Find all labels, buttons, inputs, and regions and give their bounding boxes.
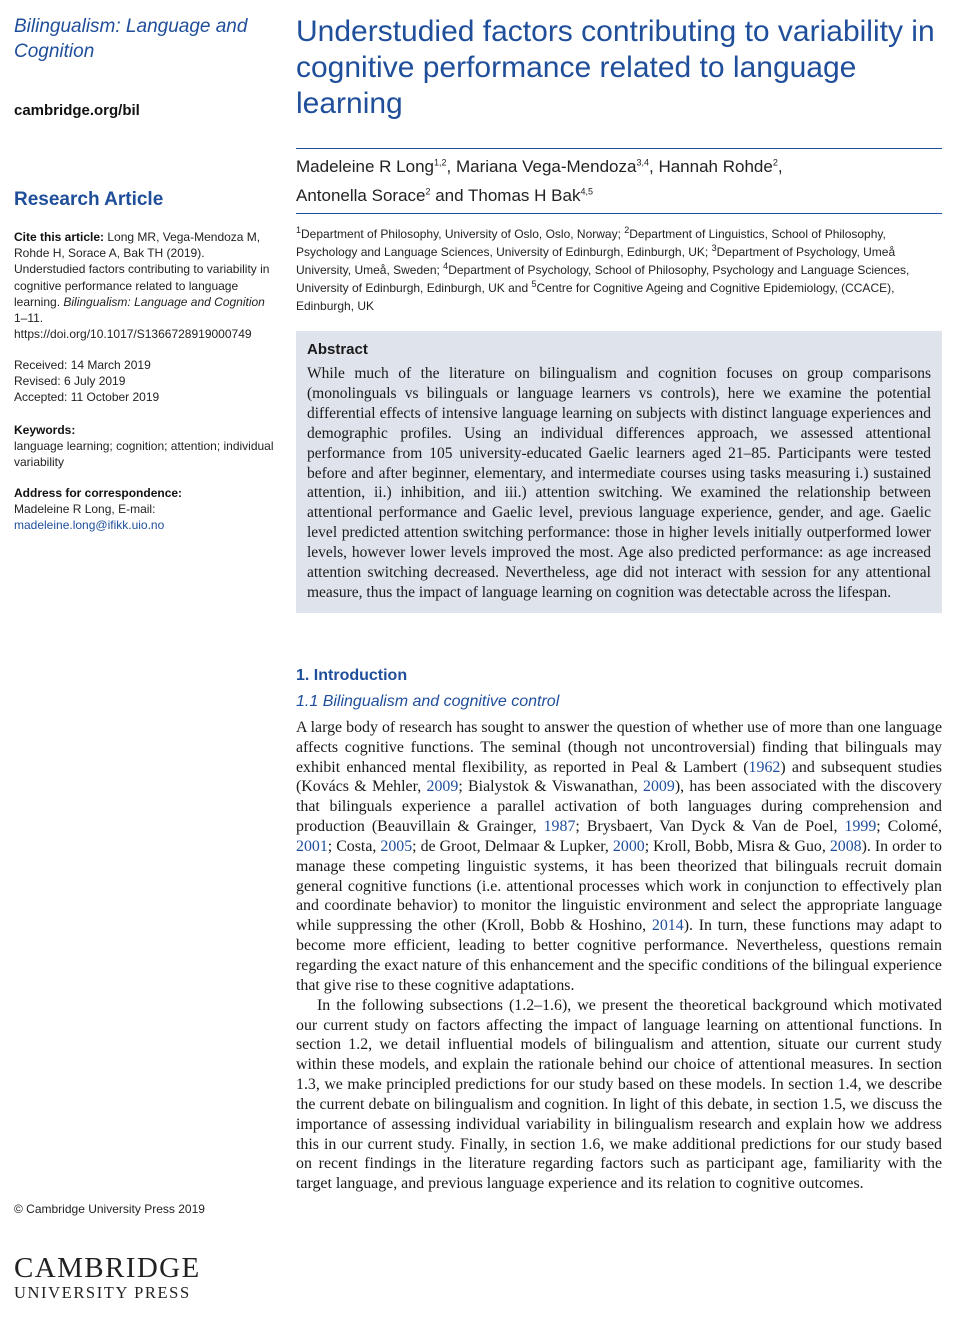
abstract-heading: Abstract	[307, 341, 368, 358]
paragraph-text: ; Bialystok & Viswanathan,	[458, 778, 644, 796]
article-type: Research Article	[14, 189, 164, 210]
accepted-date: Accepted: 11 October 2019	[14, 390, 160, 405]
article-title: Understudied factors contributing to variability in cognitive performance related to language learning	[296, 15, 935, 120]
citation-year-link[interactable]: 2005	[380, 837, 413, 855]
logo-line-1: CAMBRIDGE	[14, 1252, 201, 1284]
citation-year-link[interactable]: 2000	[612, 837, 645, 855]
revised-date: Revised: 6 July 2019	[14, 374, 126, 389]
dates-block	[14, 357, 159, 406]
citation-year-link[interactable]: 2009	[643, 778, 675, 796]
paragraph-1	[296, 718, 942, 996]
affiliation-text: Centre for Cognitive Ageing and Cognitive Epidemiology, (CCACE), Edinburgh, UK	[296, 281, 895, 313]
paragraph-text: ; Brysbaert, Van Dyck & Van de Poel,	[575, 818, 845, 836]
author-name: Hannah Rohde	[658, 157, 773, 176]
affiliations	[296, 225, 942, 315]
cite-text: Long MR, Vega-Mendoza M, Rohde H, Sorace A, Bak TH (2019). Understudied factors contributing to variability in cognitive performance related to language learning.	[14, 230, 270, 309]
affiliation-text: Department of Philosophy, University of Oslo, Oslo, Norway;	[301, 227, 625, 241]
sidebar	[14, 14, 276, 1302]
author-affiliation-marker: 4,5	[580, 186, 593, 197]
citation-year-link[interactable]: 2001	[296, 837, 328, 855]
subsection-heading: 1.1 Bilingualism and cognitive control	[296, 692, 560, 710]
citation-year-link[interactable]: 2009	[426, 778, 459, 796]
author-affiliation-marker: 2	[425, 186, 431, 197]
correspondence-block	[14, 485, 276, 534]
affiliation-text: Department of Psychology, School of Philosophy, Psychology and Language Sciences, University of Edinburgh, Edinburgh, UK and	[296, 263, 910, 295]
email-link[interactable]: madeleine.long@ifikk.uio.no	[14, 518, 165, 533]
author-name: Mariana Vega-Mendoza	[455, 157, 637, 176]
author-name: Antonella Sorace	[296, 186, 426, 205]
paragraph-text: ; de Groot, Delmaar & Lupker,	[412, 837, 613, 855]
cite-doi: 1–11. https://doi.org/10.1017/S1366728919000749	[14, 311, 252, 342]
paragraph-2: In the following subsections (1.2–1.6), we present the theoretical background which motivated our current study on factors affecting the impact of language learning on attentional functions. In section 1.2, we detail influential models of bilingualism and attention, situate our current study within these models, and explain the rationale behind our choice of attentional measures. In section 1.3, we make principled predictions for our study based on these models. In section 1.4, we describe the current debate on bilingualism and cognition. In light of this debate, in section 1.5, we discuss the importance of assessing individual variability in bilingualism research and explain how we address this in our current study. Finally, in section 1.6, we make additional predictions for our study based on recent findings in the literature regarding factors such as participant age, familiarity with the target language, and previous language experience and its relation to cognitive outcomes.	[296, 996, 942, 1193]
cambridge-logo	[14, 1252, 201, 1302]
affiliation-marker: 1	[296, 225, 302, 235]
copyright: © Cambridge University Press 2019	[14, 1202, 205, 1216]
affiliation-text: Department of Linguistics, School of Philosophy, Psychology and Language Sciences, University of Edinburgh, Edinburgh, UK;	[296, 227, 886, 259]
author-affiliation-marker: 1,2	[433, 157, 447, 168]
paragraph-text: ). In order to manage these competing linguistic systems, it has been theorized that bilinguals recruit domain general cognitive functions (i.e. attentional processes which work in conjunction to effectively plan and coordinate behavior) to monitor the linguistic environment and select the appropriate language while suppressing the other (Kroll, Bobb & Hoshino,	[296, 837, 943, 935]
citation-block	[14, 229, 276, 342]
paragraph-text: ) and subsequent studies (Kovács & Mehler,	[296, 758, 942, 796]
address-text: Madeleine R Long, E-mail:	[14, 502, 156, 517]
author-name: Thomas H Bak	[468, 186, 581, 205]
author-rule	[296, 213, 942, 214]
citation-year-link[interactable]: 1962	[748, 758, 781, 776]
section-heading: 1. Introduction	[296, 666, 408, 684]
keywords-text: language learning; cognition; attention; individual variability	[14, 439, 274, 470]
paragraph-text: ), has been associated with the discovery that bilinguals experience a parallel activation of both languages during comprehension and production (Beauvillain & Grainger,	[296, 778, 942, 836]
author-list: Madeleine R Long$^{1,2}$, Mariana Vega-Mendoza$^{3,4}$, Hannah Rohde$^2$, Antonella Sorace$^2$ and Thomas H Bak$^{4,5}$	[296, 157, 783, 205]
abstract-box	[296, 331, 942, 613]
affiliation-marker: 2	[624, 225, 630, 235]
cite-label: Cite this article:	[14, 230, 105, 244]
paragraph-text: ; Kroll, Bobb, Misra & Guo,	[644, 837, 830, 855]
affiliation-marker: 4	[443, 261, 449, 271]
citation-year-link[interactable]: 1987	[543, 818, 576, 836]
cite-journal: Bilingualism: Language and Cognition	[63, 294, 265, 309]
keywords-label: Keywords:	[14, 423, 76, 437]
journal-url[interactable]: cambridge.org/bil	[14, 102, 140, 119]
main-content	[296, 14, 942, 1194]
keywords-block	[14, 422, 276, 471]
paragraph-text: A large body of research has sought to answer the question of whether use of more than one language affects cognitive functions. The seminal (though not uncontroversial) finding that bilinguals may exhibit enhanced mental flexibility, as reported in Peal & Lambert (	[296, 718, 942, 776]
title-rule	[296, 148, 942, 149]
received-date: Received: 14 March 2019	[14, 358, 151, 372]
abstract-text: While much of the literature on bilingualism and cognition focuses on group comparisons (monolinguals vs bilinguals or language learners vs controls), here we examine the potential differential effects of intensive language learning on subjects with distinct language experiences and demographic profiles. Using an individual differences approach, we assessed attentional performance from 105 university-educated Gaelic learners aged 21–85. Participants were tested before and after beginner, elementary, and intermediate courses using tasks measuring i.) sustained attention, ii.) inhibition, and iii.) attention switching. We examined the relationship between attentional performance and Gaelic level, previous language experience, gender, and age. Gaelic level predicted attention switching performance: those in higher levels initially outperformed lower levels, however lower levels improved the most. Age also predicted performance: as age increased attention switching decreased. Nevertheless, age did not interact with session for any attentional measure, thus the impact of language learning on cognition was detectable across the lifespan.	[307, 365, 931, 601]
affiliation-text: Department of Psychology, Umeå University, Umeå, Sweden;	[296, 245, 896, 277]
author-affiliation-marker: 3,4	[636, 157, 649, 168]
affiliation-marker: 5	[531, 279, 537, 289]
citation-year-link[interactable]: 1999	[844, 818, 877, 836]
affiliation-marker: 3	[711, 243, 717, 253]
citation-year-link[interactable]: 2008	[829, 837, 862, 855]
paragraph-text: ). In turn, these functions may adapt to become more efficient, leading to better cognitive performance. Nevertheless, questions remain regarding the exact nature of this enhancement and the specific conditions of the bilingual experience that give rise to these cognitive adaptations.	[296, 917, 942, 994]
journal-title: Bilingualism: Language and Cognition	[14, 16, 248, 62]
paragraph-text: ; Colomé,	[876, 818, 942, 836]
citation-year-link[interactable]: 2014	[651, 917, 684, 935]
author-name: Madeleine R Long	[296, 157, 434, 176]
logo-line-2: UNIVERSITY PRESS	[14, 1283, 191, 1302]
author-affiliation-marker: 2	[772, 157, 778, 168]
paragraph-text: ; Costa,	[327, 837, 381, 855]
body-text	[296, 718, 942, 1194]
address-label: Address for correspondence:	[14, 486, 183, 500]
